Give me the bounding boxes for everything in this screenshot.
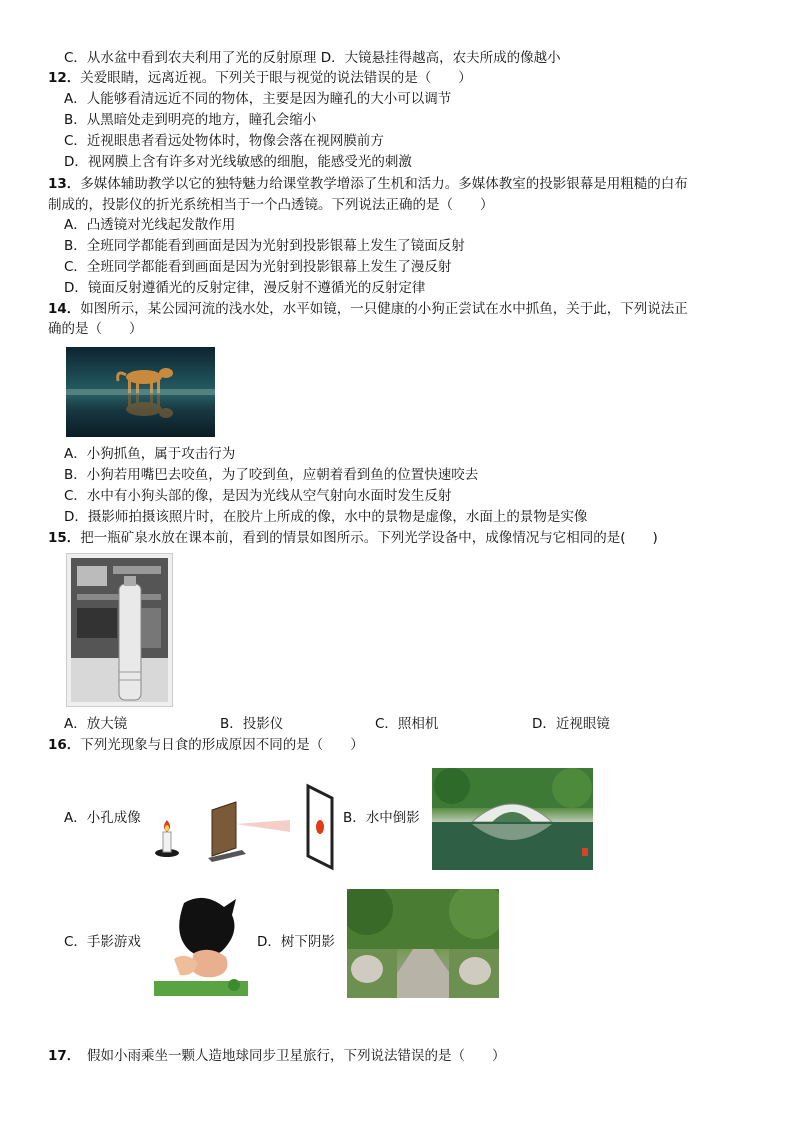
q12-option-a: A．人能够看清远近不同的物体，主要是因为瞳孔的大小可以调节 — [64, 91, 452, 107]
q14-text-1: 如图所示，某公园河流的浅水处，水平如镜，一只健康的小狗正尝试在水中抓鱼，关于此，下列说法正 — [80, 301, 688, 317]
q13-option-c: C．全班同学都能看到画面是因为光射到投影银幕上发生了漫反射 — [64, 259, 452, 275]
q15-option-d: D．近视眼镜 — [532, 716, 610, 732]
pinhole-camera-diagram — [150, 780, 340, 872]
q13-option-b: B．全班同学都能看到画面是因为光射到投影银幕上发生了镜面反射 — [64, 238, 465, 254]
pinhole-board-icon — [208, 802, 246, 862]
q13-option-d: D．镜面反射遵循光的反射定律，漫反射不遵循光的反射定律 — [64, 280, 426, 296]
q15-option-a: A．放大镜 — [64, 716, 128, 732]
projection-screen-icon — [308, 786, 332, 868]
q13-text-1: 多媒体辅助教学以它的独特魅力给课堂教学增添了生机和活力。多媒体教室的投影银幕是用粗糙的白布 — [80, 176, 688, 192]
q15-option-c: C．照相机 — [375, 716, 439, 732]
q14-option-b: B．小狗若用嘴巴去咬鱼，为了咬到鱼，应朝着看到鱼的位置快速咬去 — [64, 467, 479, 483]
q13-option-a: A．凸透镜对光线起发散作用 — [64, 217, 236, 233]
q13-stem-2: 制成的，投影仪的折光系统相当于一个凸透镜。下列说法正确的是（ ） — [48, 197, 494, 213]
q15-number: 15． — [48, 530, 81, 546]
q17-stem — [48, 1047, 506, 1065]
q15-text: 把一瓶矿泉水放在课本前，看到的情景如图所示。下列光学设备中，成像情况与它相同的是( ) — [80, 530, 658, 546]
candle-icon — [155, 820, 179, 857]
q16-option-c: C．手影游戏 — [64, 934, 141, 950]
q17-text: 假如小雨乘坐一颗人造地球同步卫星旅行，下列说法错误的是（ ） — [73, 1048, 506, 1064]
q11-option-c-d: C．从水盆中看到农夫利用了光的反射原理 D．大镜悬挂得越高，农夫所成的像越小 — [64, 50, 561, 66]
q12-option-b: B．从黑暗处走到明亮的地方，瞳孔会缩小 — [64, 112, 317, 128]
arched-bridge-reflection-photo — [432, 768, 593, 870]
bridge-icon — [432, 768, 593, 870]
q14-option-d: D．摄影师拍摄该照片时，在胶片上所成的像，水中的景物是虚像，水面上的景物是实像 — [64, 509, 588, 525]
hand-shadow-icon — [154, 893, 248, 996]
q15-option-b: B．投影仪 — [220, 716, 284, 732]
q16-option-b: B．水中倒影 — [343, 810, 420, 826]
q12-number: 12． — [48, 70, 81, 86]
q13-number: 13． — [48, 176, 81, 192]
q17-number: 17． — [48, 1048, 74, 1064]
q16-option-d: D．树下阴影 — [257, 934, 335, 950]
q14-option-a: A．小狗抓鱼，属于攻击行为 — [64, 446, 236, 462]
q14-number: 14． — [48, 301, 81, 317]
tree-path-icon — [347, 889, 499, 998]
q12-option-d: D．视网膜上含有许多对光线敏感的细胞，能感受光的刺激 — [64, 154, 412, 170]
hand-shadow-photo — [154, 893, 248, 996]
q12-option-c: C．近视眼患者看远处物体时，物像会落在视网膜前方 — [64, 133, 384, 149]
water-bottle-photo — [66, 553, 173, 707]
q14-stem-1 — [48, 300, 688, 318]
bottle-before-book-icon — [67, 554, 172, 706]
q16-stem — [48, 736, 364, 754]
q14-stem-2: 确的是（ ） — [48, 321, 143, 337]
q14-option-c: C．水中有小狗头部的像，是因为光线从空气射向水面时发生反射 — [64, 488, 452, 504]
q12-stem — [48, 69, 472, 87]
light-ray-icon — [236, 820, 290, 832]
q15-stem — [48, 529, 658, 547]
q16-text: 下列光现象与日食的形成原因不同的是（ ） — [80, 737, 364, 753]
tree-lined-path-photo — [347, 889, 499, 998]
q12-text: 关爱眼睛，远离近视。下列关于眼与视觉的说法错误的是（ ） — [80, 70, 472, 86]
dog-on-water-photo — [66, 347, 215, 437]
q16-option-a: A．小孔成像 — [64, 810, 141, 826]
q16-number: 16． — [48, 737, 81, 753]
q13-stem-1 — [48, 175, 688, 193]
